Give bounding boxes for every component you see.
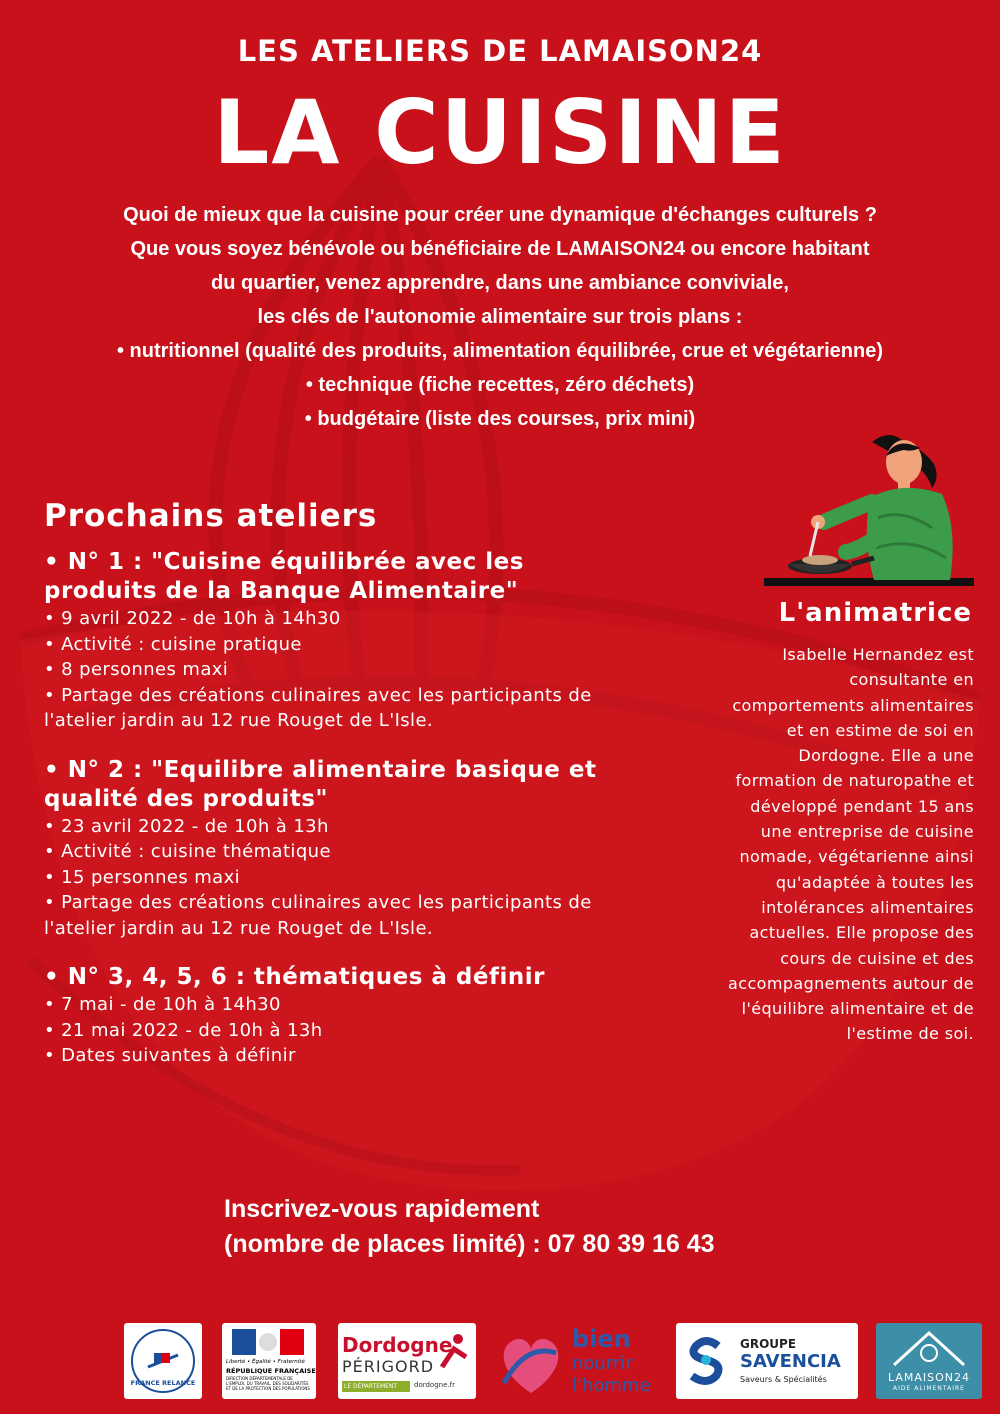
- lhomme-text: l'homme: [572, 1375, 651, 1396]
- lamaison24-name: LAMAISON24: [887, 1371, 971, 1384]
- bien-text: bien: [572, 1325, 631, 1353]
- lamaison24-tagline: AIDE ALIMENTAIRE: [893, 1385, 965, 1392]
- workshop-activity: • Activité : cuisine thématique: [44, 841, 331, 862]
- bien-nourrir-lhomme-logo: [496, 1323, 664, 1399]
- workshop-item: [44, 756, 644, 942]
- intro-line: Quoi de mieux que la cuisine pour créer une dynamique d'échanges culturels ?: [123, 204, 877, 226]
- cta-phone-line: (nombre de places limité) : 07 80 39 16 43: [224, 1230, 715, 1258]
- workshop-date: • Dates suivantes à définir: [44, 1045, 296, 1066]
- workshop-date: • 9 avril 2022 - de 10h à 14h30: [44, 608, 341, 629]
- workshop-title: • N° 1 : "Cuisine équilibrée avec les produits de la Banque Alimentaire": [44, 549, 524, 604]
- nourrir-text: nourrir: [572, 1353, 633, 1374]
- intro-bullet-nutritionnel: • nutritionnel (qualité des produits, alimentation équilibrée, crue et végétarienne): [116, 340, 883, 362]
- workshop-date: • 21 mai 2022 - de 10h à 13h: [44, 1019, 323, 1041]
- section-title: Prochains ateliers: [44, 498, 378, 534]
- savencia-text: SAVENCIA: [740, 1351, 841, 1372]
- republique-name: RÉPUBLIQUE FRANÇAISE: [226, 1367, 316, 1375]
- animatrice-bio: Isabelle Hernandez est consultante en comportements alimentaires et en estime de soi en Dordogne. Elle a une formation de naturopathe et développé pendant 15 ans une entreprise de cuisine nomade, végétarienne ainsi qu'adaptée à toutes les intolérances alimentaires actuelles. Elle propose des cours de cuisine et des accompagnements autour de l'équilibre alimentaire et de l'estime de soi.: [728, 645, 974, 1044]
- workshop-item: [44, 548, 644, 734]
- cta-line: Inscrivez-vous rapidement: [224, 1195, 540, 1223]
- departement-badge: LE DÉPARTEMENT: [342, 1381, 410, 1392]
- workshop-sharing: • Partage des créations culinaires avec les participants de l'atelier jardin au 12 rue Rouget de L'Isle.: [44, 892, 592, 939]
- workshop-title: • N° 2 : "Equilibre alimentaire basique et qualité des produits": [44, 756, 597, 812]
- groupe-text: GROUPE: [740, 1337, 797, 1351]
- intro-line: du quartier, venez apprendre, dans une ambiance conviviale,: [211, 272, 789, 294]
- france-relance-text: FRANCE RELANCE: [130, 1379, 196, 1387]
- republique-motto: Liberté • Égalité • Fraternité: [226, 1359, 305, 1365]
- registration-cta: [224, 1192, 715, 1262]
- house-icon: [876, 1325, 982, 1369]
- savencia-tagline: Saveurs & Spécialités: [740, 1375, 827, 1384]
- workshop-activity: • Activité : cuisine pratique: [44, 633, 302, 655]
- lamaison24-logo: [876, 1323, 982, 1399]
- animatrice-title: L'animatrice: [778, 598, 972, 628]
- page-title: LA CUISINE: [213, 81, 787, 184]
- partner-logos: [0, 1323, 1000, 1403]
- intro-bullet-technique: • technique (fiche recettes, zéro déchets): [305, 374, 695, 396]
- france-relance-logo: [124, 1323, 202, 1399]
- cooking-woman-illustration: [762, 418, 976, 590]
- perigord-text: PÉRIGORD: [342, 1357, 435, 1376]
- republique-direction: DIRECTION DÉPARTEMENTALE DE L'EMPLOI, DU TRAVAIL, DES SOLIDARITÉS ET DE LA PROTECTION DES POPULATIONS: [226, 1376, 310, 1391]
- intro-text: [30, 198, 970, 436]
- workshop-date: • 23 avril 2022 - de 10h à 13h: [44, 815, 329, 837]
- heart-icon: [496, 1323, 566, 1399]
- workshop-title: • N° 3, 4, 5, 6 : thématiques à définir: [44, 964, 545, 990]
- dordogne-text: Dordogne: [342, 1333, 453, 1357]
- dordogne-url: dordogne.fr: [414, 1381, 455, 1389]
- runner-icon: [432, 1331, 472, 1371]
- workshop-sharing: • Partage des créations culinaires avec les participants de l'atelier jardin au 12 rue Rouget de L'Isle.: [44, 684, 592, 731]
- savencia-s-icon: [684, 1336, 728, 1386]
- intro-bullet-budgetaire: • budgétaire (liste des courses, prix mini): [304, 408, 696, 430]
- workshop-capacity: • 8 personnes maxi: [44, 659, 229, 680]
- workshop-list: [44, 548, 644, 1091]
- intro-line: les clés de l'autonomie alimentaire sur trois plans :: [257, 306, 743, 328]
- workshop-capacity: • 15 personnes maxi: [44, 866, 241, 888]
- intro-line: Que vous soyez bénévole ou bénéficiaire de LAMAISON24 ou encore habitant: [130, 238, 870, 260]
- series-kicker: LES ATELIERS DE LAMAISON24: [237, 34, 763, 68]
- republique-francaise-logo: [222, 1323, 316, 1399]
- workshop-item: [44, 963, 644, 1069]
- workshop-date: • 7 mai - de 10h à 14h30: [44, 994, 281, 1015]
- dordogne-perigord-logo: [338, 1323, 476, 1399]
- savencia-logo: [676, 1323, 858, 1399]
